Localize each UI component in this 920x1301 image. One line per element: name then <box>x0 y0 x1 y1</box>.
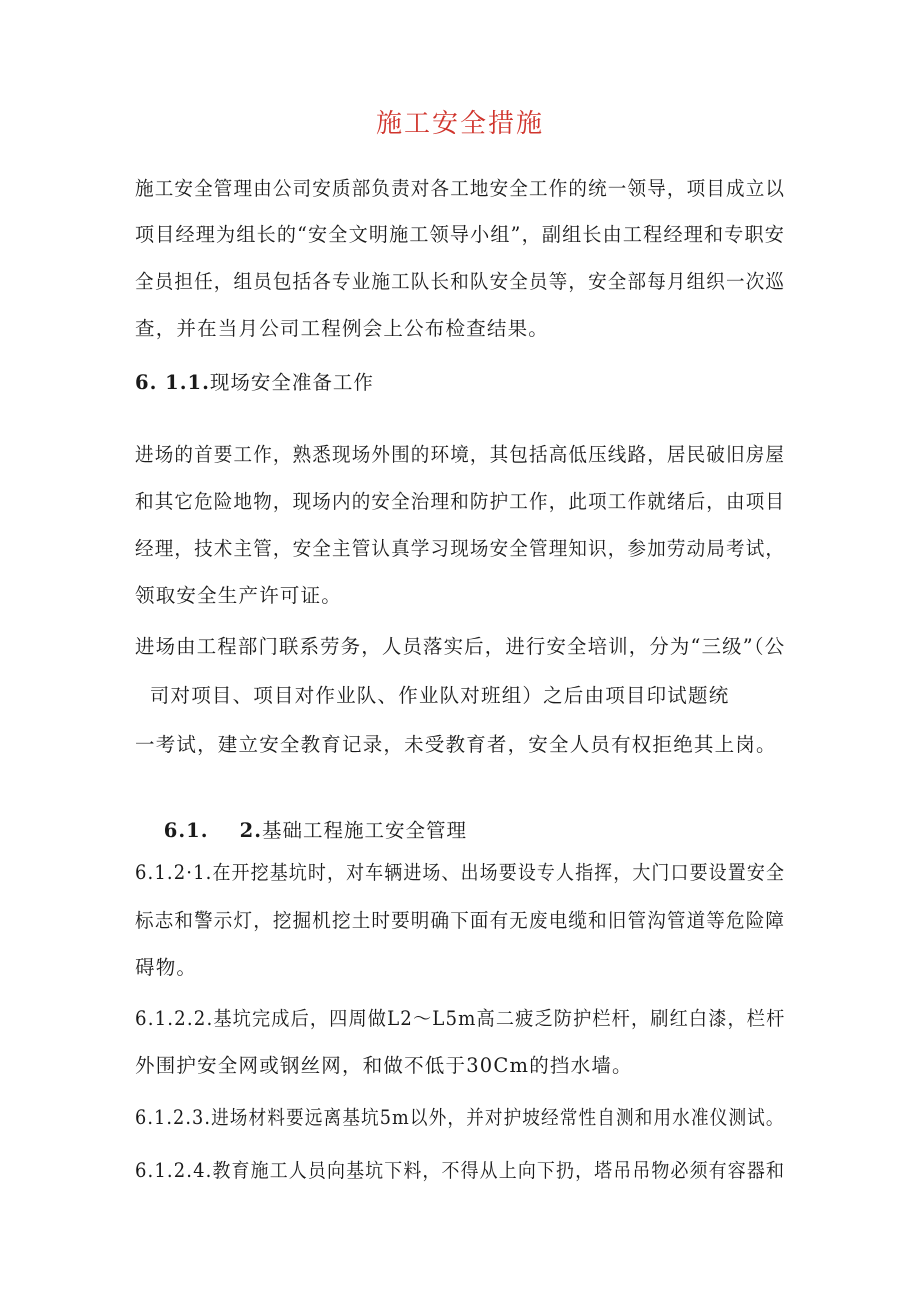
paragraph-line: 施工安全管理由公司安质部负责对各工地安全工作的统一领导，项目成立以 <box>135 177 786 200</box>
paragraph-line: 标志和警示灯，挖掘机挖土时要明确下面有无废电缆和旧管沟管道等危险障 <box>135 909 786 932</box>
paragraph-line: 6.1.2.4.教育施工人员向基坑下料，不得从上向下扔，塔吊吊物必须有容器和 <box>135 1159 786 1182</box>
paragraph-line: 一考试，建立安全教育记录，未受教育者，安全人员有权拒绝其上岗。 <box>135 733 777 756</box>
paragraph-line: 6.1.2·1.在开挖基坑时，对车辆进场、出场要设专人指挥，大门口要设置安全 <box>135 861 786 884</box>
paragraph-line: 全员担任，组员包括各专业施工队长和队安全员等，安全部每月组织一次巡 <box>135 270 786 293</box>
paragraph-line: 外围护安全网或钢丝网，和做不低于30Cm的挡水墙。 <box>135 1054 633 1077</box>
section-heading-text: 现场安全准备工作 <box>209 371 374 394</box>
section-heading-text: 基础工程施工安全管理 <box>262 819 468 842</box>
paragraph-line: 经理，技术主管，安全主管认真学习现场安全管理知识，参加劳动局考试， <box>135 537 786 560</box>
section-number: 6.1. 2. <box>163 819 263 842</box>
paragraph-line: 碍物。 <box>135 956 198 979</box>
document-title: 施工安全措施 <box>375 109 544 139</box>
paragraph-line: 司对项目、项目对作业队、作业队对班组）之后由项目印试题统 <box>135 684 730 707</box>
paragraph-line: 6.1.2.2.基坑完成后，四周做L2～L5m高二疲乏防护栏杆，刷红白漆，栏杆 <box>135 1007 786 1030</box>
paragraph-line: 查，并在当月公司工程例会上公布检查结果。 <box>135 317 550 340</box>
paragraph-line: 和其它危险地物，现场内的安全治理和防护工作，此项工作就绪后，由项目 <box>135 490 786 513</box>
section-number: 6. 1.1. <box>135 371 210 394</box>
paragraph-line: 进场由工程部门联系劳务，人员落实后，进行安全培训，分为“三级”（公 <box>135 635 786 658</box>
paragraph-line: 进场的首要工作，熟悉现场外围的环境，其包括高低压线路，居民破旧房屋 <box>135 443 786 466</box>
paragraph-line: 项目经理为组长的“安全文明施工领导小组”，副组长由工程经理和专职安 <box>135 223 786 246</box>
paragraph-line: 领取安全生产许可证。 <box>135 584 343 607</box>
paragraph-line: 6.1.2.3.进场材料要远离基坑5m以外，并对护坡经常性自测和用水准仪测试。 <box>135 1106 785 1129</box>
section-heading-6-1-1 <box>135 368 374 398</box>
